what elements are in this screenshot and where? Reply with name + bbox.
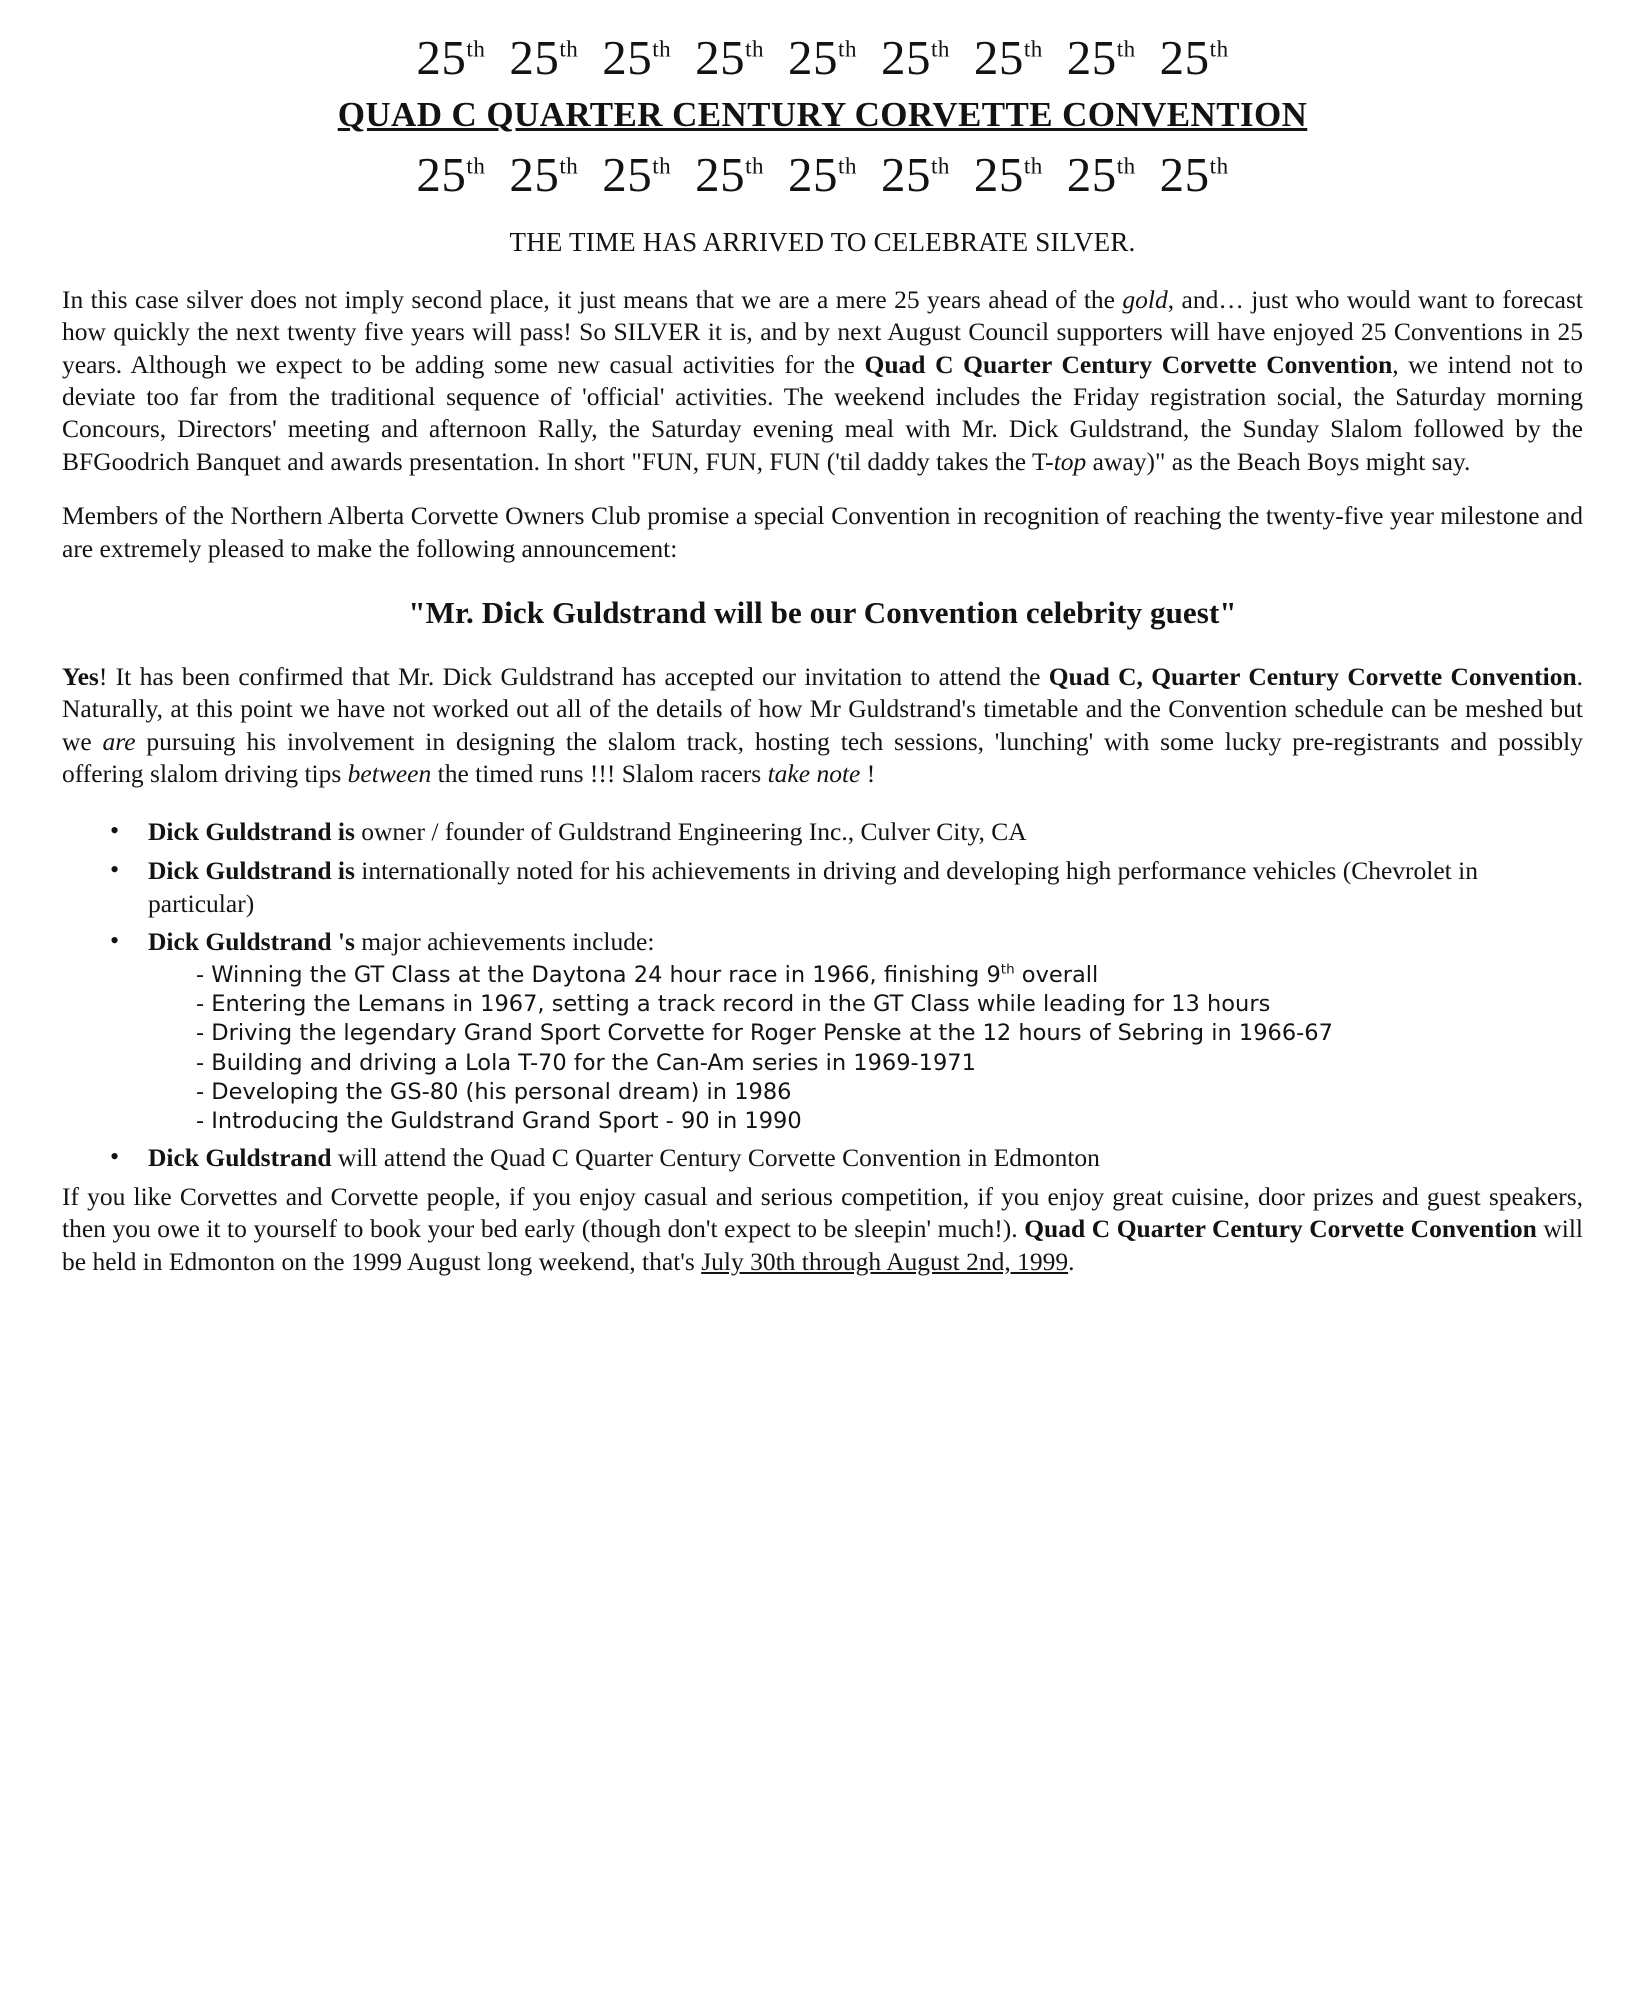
ordinal-top-7 (974, 32, 1043, 83)
p1-text-b: , and… just who would want to forecast how quickly the next twenty five years will pass! So SILVER it is, and by next August Council supporters will have enjoyed 25 Conventions in 25 years. Although we expect to be adding some new casual activities for the (62, 284, 1583, 379)
achievement-item: - Introducing the Guldstrand Grand Sport - 90 in 1990 (196, 1108, 802, 1135)
ordinal-top-4 (695, 32, 764, 83)
ordinal-number: 25 (416, 30, 467, 85)
p4-convention-name: Quad C Quarter Century Corvette Convention (1024, 1214, 1537, 1244)
p1-convention-name: Quad C Quarter Century Corvette Convention (864, 349, 1393, 379)
ordinal-number: 25 (509, 30, 560, 85)
ordinal-number: 25 (788, 30, 839, 85)
ordinal-suffix: th (745, 35, 765, 62)
list-item (62, 855, 1583, 920)
ordinal-top-9 (1160, 32, 1229, 83)
paragraph-confirmation (62, 661, 1583, 791)
ordinal-top-2 (509, 32, 578, 83)
ordinal-suffix: th (1023, 153, 1043, 180)
ordinal-suffix: th (1116, 153, 1136, 180)
p3-convention-name: Quad C, Quarter Century Corvette Convention (1048, 661, 1577, 691)
list-item-lead: Dick Guldstrand (148, 1143, 332, 1173)
p4-event-dates: July 30th through August 2nd, 1999 (701, 1246, 1069, 1276)
ordinal-number: 25 (880, 30, 931, 85)
p1-text-c: , we intend not to deviate too far from the traditional sequence of 'official' activities. The weekend includes the Friday registration social, the Saturday morning Concours, Directors' meeting and afternoon Rally, the Saturday evening meal with Mr. Dick Guldstrand, the Sunday Slalom followed by the BFGoodrich Banquet and awards presentation. In short "FUN, FUN, FUN ('til daddy takes the T- (62, 349, 1583, 476)
ordinal-number: 25 (695, 147, 746, 203)
p1-text-d: away)" as the Beach Boys might say. (1086, 446, 1471, 476)
ordinal-suffix: th (930, 153, 950, 180)
ordinal-suffix: th (1000, 961, 1015, 978)
achievements-sublist (148, 961, 1583, 1137)
p3-text-b: . Naturally, at this point we have not worked out all of the details of how Mr Guldstrand's timetable and the Convention schedule can be meshed but we (62, 661, 1584, 756)
ordinal-suffix: th (745, 153, 765, 180)
celebrity-guest-announcement: "Mr. Dick Guldstrand will be our Convention celebrity guest" (408, 594, 1237, 630)
ordinal-suffix: th (652, 153, 672, 180)
ordinal-second-1 (416, 147, 486, 203)
ordinal-suffix: th (559, 153, 579, 180)
ordinal-top-8 (1067, 32, 1136, 83)
list-item-lead: Dick Guldstrand is (148, 817, 355, 847)
list-item (62, 926, 1583, 1136)
achievement-item: - Entering the Lemans in 1967, setting a track record in the GT Class while leading for 13 hours (196, 991, 1271, 1018)
ordinal-number: 25 (509, 147, 560, 203)
p1-top-emphasis: top (1053, 446, 1087, 476)
p3-text-c: pursuing his involvement in designing the slalom track, hosting tech sessions, 'lunching' with some lucky pre-registrants and possibly offering slalom driving tips (62, 726, 1583, 788)
ordinal-suffix: th (1209, 35, 1229, 62)
ordinal-suffix: th (838, 35, 857, 62)
list-item-text: internationally noted for his achievements in driving and developing high performance vehicles (Chevrolet in particular) (148, 856, 1478, 918)
p3-takenote-emphasis: take note (767, 759, 861, 788)
ordinal-suffix: th (466, 35, 486, 62)
ordinal-second-8 (1066, 147, 1136, 203)
ordinal-second-6 (880, 147, 950, 203)
list-item-text: will attend the Quad C Quarter Century Corvette Convention in Edmonton (331, 1143, 1100, 1173)
ordinal-second-7 (973, 147, 1043, 203)
ordinal-second-2 (509, 147, 579, 203)
ordinal-suffix: th (559, 35, 579, 62)
p3-yes-lead: Yes (62, 661, 99, 691)
ordinal-suffix: th (930, 35, 950, 62)
p3-text-d: the timed runs !!! Slalom racers (431, 759, 768, 788)
list-item-lead: Dick Guldstrand is (148, 856, 355, 885)
list-item (62, 1142, 1583, 1175)
p3-text-e: ! (860, 759, 876, 788)
ordinal-banner-top (62, 32, 1583, 83)
ordinal-second-3 (602, 147, 672, 203)
list-item (62, 816, 1583, 849)
ordinal-number: 25 (973, 30, 1024, 85)
ordinal-second-5 (788, 147, 857, 203)
ordinal-suffix: th (652, 35, 672, 62)
p3-text-a: ! It has been confirmed that Mr. Dick Guldstrand has accepted our invitation to attend the (98, 661, 1049, 691)
ordinal-number: 25 (1159, 147, 1210, 203)
list-item-text: major achievements include: (354, 927, 655, 957)
paragraph-intro (62, 284, 1583, 478)
list-item-text: owner / founder of Guldstrand Engineering Inc., Culver City, CA (354, 817, 1027, 847)
subtitle: THE TIME HAS ARRIVED TO CELEBRATE SILVER. (509, 226, 1136, 257)
ordinal-number: 25 (1159, 30, 1210, 85)
page-title: QUAD C QUARTER CENTURY CORVETTE CONVENTION (337, 95, 1308, 135)
achievement-item: - Building and driving a Lola T-70 for the Can-Am series in 1969-1971 (196, 1049, 976, 1076)
ordinal-top-1 (416, 32, 485, 83)
ordinal-number: 25 (973, 147, 1024, 203)
p4-text-c: . (1068, 1246, 1075, 1276)
ordinal-second-9 (1159, 147, 1229, 203)
list-item-lead: Dick Guldstrand 's (148, 927, 355, 957)
ordinal-suffix: th (1023, 35, 1043, 62)
paragraph-members: Members of the Northern Alberta Corvette Owners Club promise a special Convention in recognition of reaching the twenty-five year milestone and are extremely pleased to make the following announcement: (62, 501, 1583, 563)
ordinal-number: 25 (416, 147, 467, 203)
ordinal-suffix: th (1209, 153, 1229, 180)
ordinal-second-4 (695, 147, 765, 203)
paragraph-closing (62, 1181, 1583, 1278)
ordinal-banner-second (62, 147, 1583, 203)
ordinal-number: 25 (695, 30, 746, 85)
ordinal-top-5 (788, 32, 857, 83)
p4-text-a: If you like Corvettes and Corvette people, if you enjoy casual and serious competition, if you enjoy great cuisine, door prizes and guest speakers, then you owe it to yourself to book your bed early (though don't expect to be sleepin' much!). (62, 1182, 1583, 1244)
p3-between-emphasis: between (347, 759, 432, 788)
ordinal-suffix: th (838, 153, 857, 180)
ordinal-suffix: th (1116, 35, 1136, 62)
achievement-item: - Driving the legendary Grand Sport Corvette for Roger Penske at the 12 hours of Sebring in 1966-67 (196, 1020, 1333, 1047)
ordinal-number: 25 (880, 147, 931, 203)
p4-text-b: will be held in Edmonton on the 1999 August long weekend, that's (62, 1214, 1583, 1276)
guldstrand-bio-list (62, 816, 1583, 1175)
ordinal-number: 25 (788, 147, 839, 203)
p1-text-a: In this case silver does not imply second place, it just means that we are a mere 25 years ahead of the (62, 284, 1123, 314)
ordinal-top-6 (881, 32, 950, 83)
ordinal-number: 25 (1066, 147, 1117, 203)
achievement-item: - Developing the GS-80 (his personal dream) in 1986 (196, 1078, 792, 1105)
p1-gold-emphasis: gold (1122, 284, 1168, 314)
ordinal-number: 25 (1066, 30, 1117, 85)
achievement-item: - Winning the GT Class at the Daytona 24 hour race in 1966, finishing 9th overall (196, 961, 1099, 988)
ordinal-top-3 (602, 32, 671, 83)
ordinal-suffix: th (466, 153, 486, 180)
ordinal-number: 25 (602, 147, 653, 203)
ordinal-number: 25 (602, 30, 653, 85)
p3-are-emphasis: are (102, 726, 136, 756)
